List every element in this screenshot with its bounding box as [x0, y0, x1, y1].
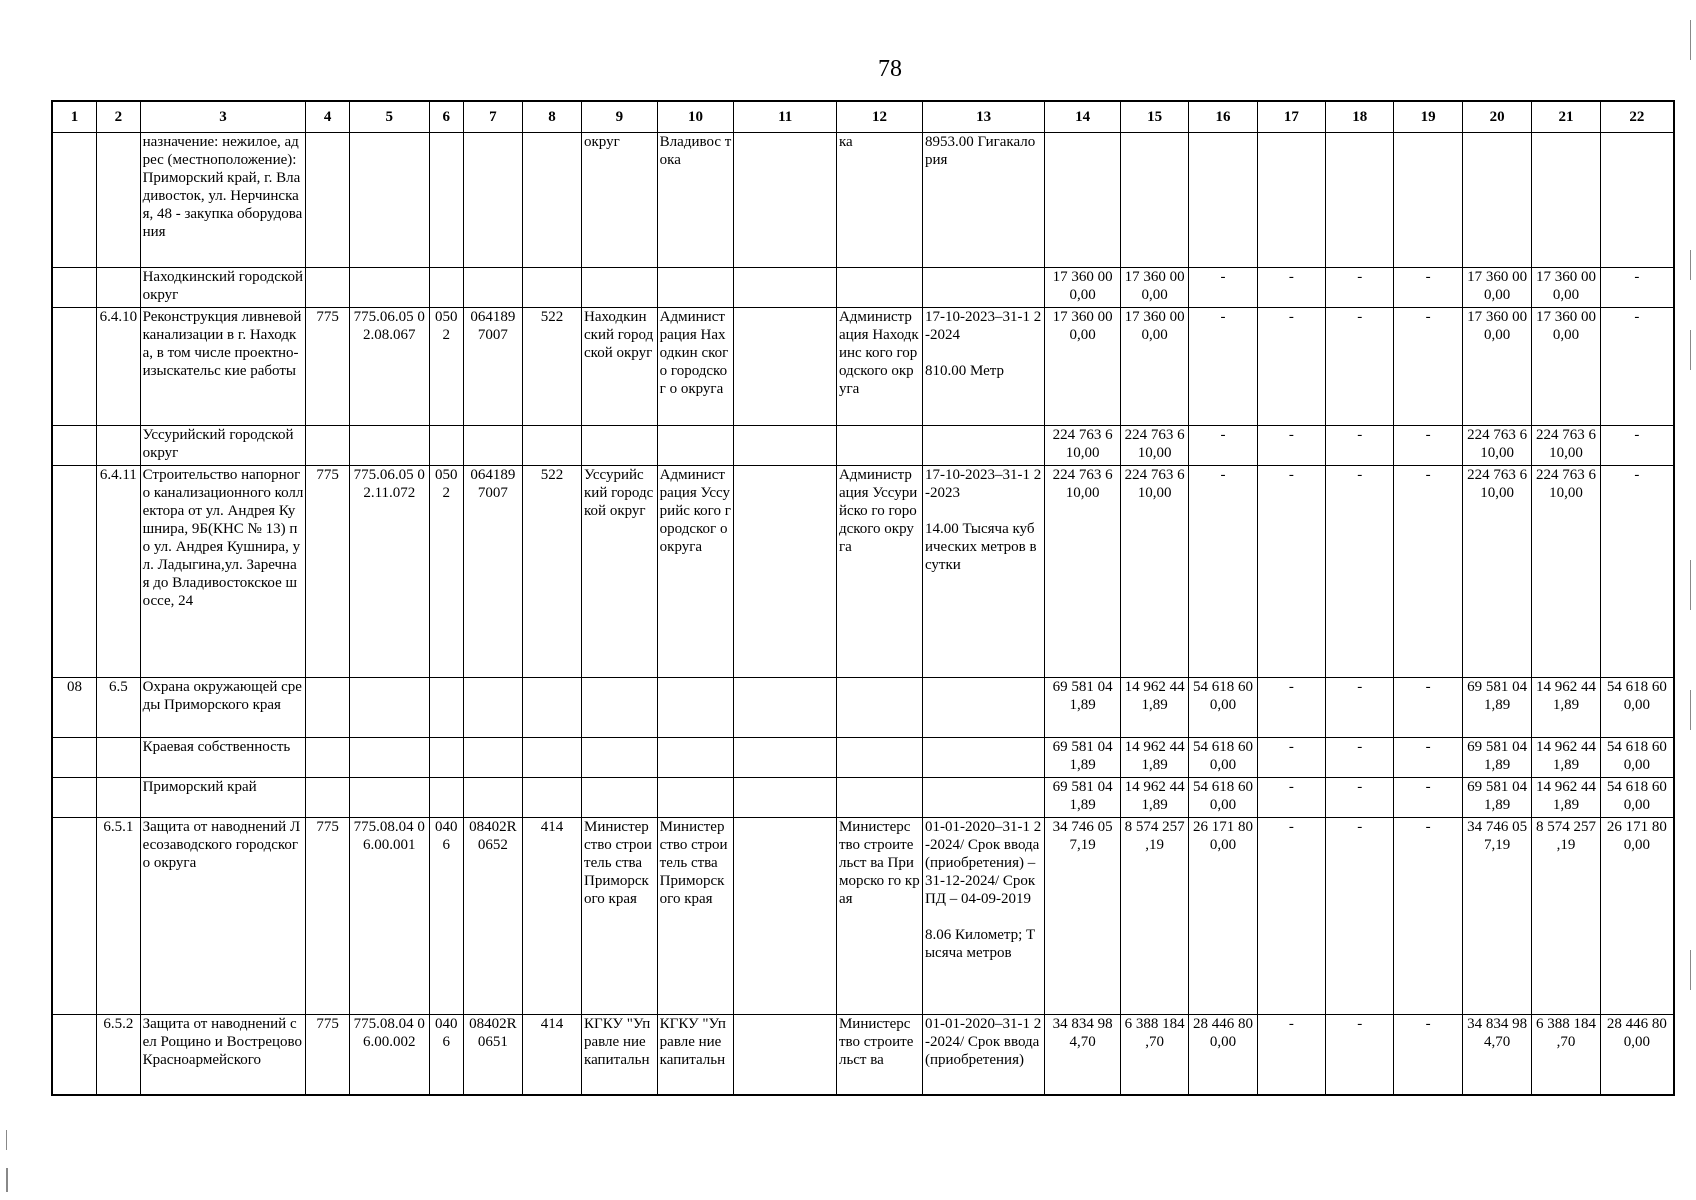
table-cell-col-8: 414 — [522, 1015, 581, 1095]
table-cell-col-7 — [463, 738, 522, 778]
table-cell-col-13 — [922, 678, 1044, 738]
table-cell-col-4: 775 — [306, 1015, 350, 1095]
table-cell-col-14: 69 581 04 1,89 — [1045, 678, 1121, 738]
table-cell-col-20: 69 581 04 1,89 — [1462, 678, 1531, 738]
table-cell-col-22: 26 171 80 0,00 — [1600, 818, 1674, 1015]
table-cell-col-6 — [429, 268, 463, 308]
table-cell-col-15: 14 962 44 1,89 — [1120, 738, 1188, 778]
table-cell-col-7: 064189 7007 — [463, 466, 522, 678]
table-cell-col-13 — [922, 426, 1044, 466]
table-cell-col-21: 17 360 00 0,00 — [1532, 268, 1600, 308]
table-cell-col-22: - — [1600, 268, 1674, 308]
table-cell-col-10 — [657, 426, 734, 466]
table-cell-col-3: Охрана окружающей среды Приморского края — [140, 678, 306, 738]
table-cell-col-3: Находкинский городской округ — [140, 268, 306, 308]
table-cell-col-3: Защита от наводнений сел Рощино и Вострецово Красноармейского — [140, 1015, 306, 1095]
table-cell-col-22: 54 618 60 0,00 — [1600, 738, 1674, 778]
table-cell-col-22: 54 618 60 0,00 — [1600, 778, 1674, 818]
table-row — [52, 738, 1674, 778]
table-cell-col-18: - — [1326, 778, 1394, 818]
table-cell-col-20: 69 581 04 1,89 — [1462, 778, 1531, 818]
table-cell-col-3: Защита от наводнений Лесозаводского городского округа — [140, 818, 306, 1015]
table-cell-col-14: 224 763 6 10,00 — [1045, 466, 1121, 678]
table-cell-col-16: 54 618 60 0,00 — [1189, 778, 1257, 818]
table-cell-col-8 — [522, 738, 581, 778]
table-cell-col-11 — [734, 308, 837, 426]
table-cell-col-12: ка — [836, 133, 922, 268]
table-cell-col-10: Админист рация Уссурийс кого городског о округа — [657, 466, 734, 678]
table-cell-col-15: 17 360 00 0,00 — [1120, 308, 1188, 426]
table-cell-col-2 — [97, 133, 141, 268]
table-row — [52, 268, 1674, 308]
table-cell-col-21: 14 962 44 1,89 — [1532, 738, 1600, 778]
table-cell-col-11 — [734, 738, 837, 778]
table-cell-col-4 — [306, 678, 350, 738]
table-cell-col-9: Уссурийс кий городской округ — [582, 466, 658, 678]
table-cell-col-1 — [52, 133, 97, 268]
table-cell-col-19: - — [1394, 466, 1462, 678]
table-cell-col-19: - — [1394, 426, 1462, 466]
table-cell-col-18: - — [1326, 1015, 1394, 1095]
budget-table — [51, 100, 1675, 1096]
table-cell-col-10 — [657, 268, 734, 308]
header-cell: 16 — [1189, 101, 1257, 133]
table-cell-col-1 — [52, 738, 97, 778]
table-cell-col-7 — [463, 268, 522, 308]
table-cell-col-21: 224 763 6 10,00 — [1532, 466, 1600, 678]
table-cell-col-8 — [522, 426, 581, 466]
table-cell-col-12 — [836, 778, 922, 818]
table-cell-col-2: 6.5.1 — [97, 818, 141, 1015]
table-cell-col-12: Министерс тво строительст ва — [836, 1015, 922, 1095]
table-cell-col-19: - — [1394, 818, 1462, 1015]
table-cell-col-20: 224 763 6 10,00 — [1462, 466, 1531, 678]
table-cell-col-15: 17 360 00 0,00 — [1120, 268, 1188, 308]
table-row — [52, 818, 1674, 1015]
header-cell: 15 — [1120, 101, 1188, 133]
header-cell: 20 — [1462, 101, 1531, 133]
table-cell-col-3: Строительство напорного канализационного коллектора от ул. Андрея Кушнира, 9Б(КНС № 13) по ул. Андрея Кушнира, ул. Ладыгина,ул. Заречная до Владивостокское шоссе, 24 — [140, 466, 306, 678]
table-cell-col-16: 28 446 80 0,00 — [1189, 1015, 1257, 1095]
table-cell-col-7 — [463, 778, 522, 818]
table-cell-col-7 — [463, 426, 522, 466]
table-cell-col-20: 224 763 6 10,00 — [1462, 426, 1531, 466]
table-cell-col-10: Владивос тока — [657, 133, 734, 268]
table-row — [52, 778, 1674, 818]
table-cell-col-1 — [52, 308, 97, 426]
table-cell-col-12: Администр ация Находкинс кого городского округа — [836, 308, 922, 426]
table-cell-col-6 — [429, 738, 463, 778]
table-cell-col-1 — [52, 426, 97, 466]
table-cell-col-17: - — [1257, 678, 1325, 738]
table-cell-col-17 — [1257, 133, 1325, 268]
table-cell-col-10: Админист рация Находкин ского городског о округа — [657, 308, 734, 426]
table-cell-col-2 — [97, 268, 141, 308]
table-cell-col-15: 6 388 184 ,70 — [1120, 1015, 1188, 1095]
table-cell-col-2 — [97, 738, 141, 778]
table-cell-col-12 — [836, 426, 922, 466]
header-cell: 4 — [306, 101, 350, 133]
table-cell-col-7: 08402R 0651 — [463, 1015, 522, 1095]
table-cell-col-21: 6 388 184 ,70 — [1532, 1015, 1600, 1095]
table-cell-col-16: - — [1189, 308, 1257, 426]
table-cell-col-11 — [734, 1015, 837, 1095]
table-cell-col-11 — [734, 678, 837, 738]
table-cell-col-4 — [306, 426, 350, 466]
table-body — [52, 133, 1674, 1095]
table-cell-col-13 — [922, 778, 1044, 818]
table-cell-col-10: КГКУ "Управле ние капитальн — [657, 1015, 734, 1095]
table-cell-col-19 — [1394, 133, 1462, 268]
table-cell-col-12 — [836, 678, 922, 738]
table-cell-col-10 — [657, 778, 734, 818]
table-cell-col-8 — [522, 778, 581, 818]
table-cell-col-22: - — [1600, 426, 1674, 466]
table-cell-col-9 — [582, 738, 658, 778]
header-cell: 22 — [1600, 101, 1674, 133]
table-cell-col-9: Находкин ский городской округ — [582, 308, 658, 426]
table-cell-col-9 — [582, 268, 658, 308]
table-cell-col-6: 0502 — [429, 466, 463, 678]
table-cell-col-15: 8 574 257 ,19 — [1120, 818, 1188, 1015]
header-cell: 10 — [657, 101, 734, 133]
table-cell-col-14: 17 360 00 0,00 — [1045, 308, 1121, 426]
table-cell-col-15: 224 763 6 10,00 — [1120, 466, 1188, 678]
table-cell-col-16: - — [1189, 466, 1257, 678]
table-cell-col-7: 064189 7007 — [463, 308, 522, 426]
table-cell-col-17: - — [1257, 818, 1325, 1015]
header-cell: 5 — [349, 101, 429, 133]
table-cell-col-3: назначение: нежилое, адрес (местноположение): Приморский край, г. Владивосток, ул. Нерчинская, 48 - закупка оборудования — [140, 133, 306, 268]
table-cell-col-18: - — [1326, 268, 1394, 308]
page-number: 78 — [878, 56, 902, 82]
table-cell-col-20: 34 746 05 7,19 — [1462, 818, 1531, 1015]
table-cell-col-21: 224 763 6 10,00 — [1532, 426, 1600, 466]
table-cell-col-9 — [582, 778, 658, 818]
table-cell-col-21: 14 962 44 1,89 — [1532, 678, 1600, 738]
table-cell-col-16: - — [1189, 426, 1257, 466]
table-cell-col-14: 69 581 04 1,89 — [1045, 778, 1121, 818]
table-cell-col-13: 01-01-2020–31-1 2-2024/ Срок ввода (приобретения) – 31-12-2024/ Срок ПД – 04-09-2019 8.06 Километр; Тысяча метров — [922, 818, 1044, 1015]
header-cell: 14 — [1045, 101, 1121, 133]
table-cell-col-15: 224 763 6 10,00 — [1120, 426, 1188, 466]
table-cell-col-14: 34 834 98 4,70 — [1045, 1015, 1121, 1095]
header-cell: 8 — [522, 101, 581, 133]
table-cell-col-12: Администр ация Уссурийско го городского округа — [836, 466, 922, 678]
table-cell-col-8: 522 — [522, 466, 581, 678]
table-cell-col-7: 08402R 0652 — [463, 818, 522, 1015]
table-cell-col-13 — [922, 738, 1044, 778]
table-cell-col-11 — [734, 426, 837, 466]
table-cell-col-18: - — [1326, 818, 1394, 1015]
table-row — [52, 678, 1674, 738]
table-cell-col-4: 775 — [306, 466, 350, 678]
table-cell-col-6 — [429, 133, 463, 268]
table-cell-col-19: - — [1394, 268, 1462, 308]
table-cell-col-5 — [349, 268, 429, 308]
table-cell-col-6: 0406 — [429, 818, 463, 1015]
table-cell-col-11 — [734, 466, 837, 678]
table-cell-col-3: Реконструкция ливневой канализации в г. Находка, в том числе проектно-изыскательс кие работы — [140, 308, 306, 426]
table-cell-col-16 — [1189, 133, 1257, 268]
header-cell: 9 — [582, 101, 658, 133]
table-cell-col-22: 28 446 80 0,00 — [1600, 1015, 1674, 1095]
table-cell-col-1: 08 — [52, 678, 97, 738]
table-cell-col-1 — [52, 466, 97, 678]
table-cell-col-5: 775.06.05 02.11.072 — [349, 466, 429, 678]
table-cell-col-7 — [463, 678, 522, 738]
table-cell-col-8 — [522, 678, 581, 738]
table-cell-col-9: КГКУ "Управле ние капитальн — [582, 1015, 658, 1095]
table-cell-col-4 — [306, 133, 350, 268]
header-cell: 1 — [52, 101, 97, 133]
table-cell-col-3: Уссурийский городской округ — [140, 426, 306, 466]
table-row — [52, 466, 1674, 678]
header-cell: 17 — [1257, 101, 1325, 133]
table-cell-col-15: 14 962 44 1,89 — [1120, 778, 1188, 818]
table-cell-col-20: 17 360 00 0,00 — [1462, 268, 1531, 308]
table-cell-col-12: Министерс тво строительст ва Приморско го края — [836, 818, 922, 1015]
header-cell: 7 — [463, 101, 522, 133]
table-cell-col-8 — [522, 133, 581, 268]
table-cell-col-3: Краевая собственность — [140, 738, 306, 778]
table-cell-col-20: 17 360 00 0,00 — [1462, 308, 1531, 426]
table-cell-col-18: - — [1326, 678, 1394, 738]
table-cell-col-4: 775 — [306, 818, 350, 1015]
table-cell-col-21: 14 962 44 1,89 — [1532, 778, 1600, 818]
table-cell-col-17: - — [1257, 778, 1325, 818]
table-cell-col-14: 224 763 6 10,00 — [1045, 426, 1121, 466]
table-cell-col-2: 6.4.11 — [97, 466, 141, 678]
table-cell-col-4 — [306, 738, 350, 778]
table-cell-col-6 — [429, 778, 463, 818]
table-cell-col-16: 54 618 60 0,00 — [1189, 678, 1257, 738]
table-cell-col-8 — [522, 268, 581, 308]
table-cell-col-6 — [429, 678, 463, 738]
table-cell-col-6: 0406 — [429, 1015, 463, 1095]
table-cell-col-5 — [349, 133, 429, 268]
table-cell-col-13 — [922, 268, 1044, 308]
table-cell-col-2: 6.5.2 — [97, 1015, 141, 1095]
table-cell-col-13: 17-10-2023–31-1 2-2023 14.00 Тысяча кубических метров в сутки — [922, 466, 1044, 678]
table-cell-col-15: 14 962 44 1,89 — [1120, 678, 1188, 738]
table-cell-col-2 — [97, 778, 141, 818]
table-cell-col-14: 34 746 05 7,19 — [1045, 818, 1121, 1015]
table-cell-col-4 — [306, 778, 350, 818]
table-row — [52, 1015, 1674, 1095]
header-cell: 19 — [1394, 101, 1462, 133]
table-cell-col-5: 775.06.05 02.08.067 — [349, 308, 429, 426]
table-cell-col-9: Министер ство строитель ства Приморск ого края — [582, 818, 658, 1015]
table-cell-col-19: - — [1394, 308, 1462, 426]
table-cell-col-1 — [52, 818, 97, 1015]
table-cell-col-1 — [52, 268, 97, 308]
table-cell-col-2: 6.4.10 — [97, 308, 141, 426]
table-cell-col-2: 6.5 — [97, 678, 141, 738]
table-cell-col-2 — [97, 426, 141, 466]
table-cell-col-21 — [1532, 133, 1600, 268]
table-cell-col-11 — [734, 778, 837, 818]
table-cell-col-9 — [582, 426, 658, 466]
table-cell-col-22: - — [1600, 308, 1674, 426]
table-cell-col-19: - — [1394, 778, 1462, 818]
table-cell-col-1 — [52, 1015, 97, 1095]
table-cell-col-17: - — [1257, 466, 1325, 678]
header-cell: 6 — [429, 101, 463, 133]
table-cell-col-21: 17 360 00 0,00 — [1532, 308, 1600, 426]
table-cell-col-17: - — [1257, 1015, 1325, 1095]
table-cell-col-18: - — [1326, 426, 1394, 466]
table-cell-col-19: - — [1394, 678, 1462, 738]
table-cell-col-19: - — [1394, 738, 1462, 778]
table-cell-col-20 — [1462, 133, 1531, 268]
table-cell-col-13: 17-10-2023–31-1 2-2024 810.00 Метр — [922, 308, 1044, 426]
header-cell: 3 — [140, 101, 306, 133]
table-cell-col-5 — [349, 738, 429, 778]
table-cell-col-17: - — [1257, 738, 1325, 778]
table-cell-col-13: 8953.00 Гигакалория — [922, 133, 1044, 268]
table-cell-col-12 — [836, 268, 922, 308]
table-cell-col-16: - — [1189, 268, 1257, 308]
table-cell-col-7 — [463, 133, 522, 268]
table-cell-col-16: 54 618 60 0,00 — [1189, 738, 1257, 778]
table-cell-col-14: 17 360 00 0,00 — [1045, 268, 1121, 308]
table-cell-col-17: - — [1257, 268, 1325, 308]
table-cell-col-15 — [1120, 133, 1188, 268]
table-cell-col-20: 69 581 04 1,89 — [1462, 738, 1531, 778]
table-cell-col-8: 522 — [522, 308, 581, 426]
header-cell: 18 — [1326, 101, 1394, 133]
table-cell-col-11 — [734, 818, 837, 1015]
table-cell-col-5: 775.08.04 06.00.002 — [349, 1015, 429, 1095]
table-cell-col-21: 8 574 257 ,19 — [1532, 818, 1600, 1015]
table-cell-col-6: 0502 — [429, 308, 463, 426]
table-cell-col-11 — [734, 268, 837, 308]
header-cell: 12 — [836, 101, 922, 133]
table-cell-col-22 — [1600, 133, 1674, 268]
table-cell-col-4: 775 — [306, 308, 350, 426]
header-row — [52, 101, 1674, 133]
table-row — [52, 133, 1674, 268]
table-cell-col-1 — [52, 778, 97, 818]
table-cell-col-18: - — [1326, 466, 1394, 678]
table-cell-col-20: 34 834 98 4,70 — [1462, 1015, 1531, 1095]
table-cell-col-17: - — [1257, 426, 1325, 466]
header-cell: 2 — [97, 101, 141, 133]
table-cell-col-18: - — [1326, 738, 1394, 778]
header-cell: 13 — [922, 101, 1044, 133]
table-cell-col-19: - — [1394, 1015, 1462, 1095]
table-cell-col-5: 775.08.04 06.00.001 — [349, 818, 429, 1015]
table-cell-col-22: 54 618 60 0,00 — [1600, 678, 1674, 738]
table-cell-col-5 — [349, 778, 429, 818]
table-cell-col-18 — [1326, 133, 1394, 268]
table-cell-col-17: - — [1257, 308, 1325, 426]
table-cell-col-9: округ — [582, 133, 658, 268]
table-cell-col-10: Министер ство строитель ства Приморск ого края — [657, 818, 734, 1015]
table-cell-col-11 — [734, 133, 837, 268]
table-row — [52, 426, 1674, 466]
table-cell-col-5 — [349, 426, 429, 466]
table-cell-col-9 — [582, 678, 658, 738]
table-cell-col-4 — [306, 268, 350, 308]
table-cell-col-22: - — [1600, 466, 1674, 678]
table-cell-col-8: 414 — [522, 818, 581, 1015]
table-cell-col-10 — [657, 678, 734, 738]
table-cell-col-10 — [657, 738, 734, 778]
table-cell-col-14 — [1045, 133, 1121, 268]
table-cell-col-13: 01-01-2020–31-1 2-2024/ Срок ввода (приобретения) — [922, 1015, 1044, 1095]
table-cell-col-3: Приморский край — [140, 778, 306, 818]
table-cell-col-16: 26 171 80 0,00 — [1189, 818, 1257, 1015]
table-cell-col-12 — [836, 738, 922, 778]
table-cell-col-18: - — [1326, 308, 1394, 426]
table-row — [52, 308, 1674, 426]
table-cell-col-14: 69 581 04 1,89 — [1045, 738, 1121, 778]
header-cell: 11 — [734, 101, 837, 133]
table-cell-col-6 — [429, 426, 463, 466]
header-cell: 21 — [1532, 101, 1600, 133]
table-cell-col-5 — [349, 678, 429, 738]
